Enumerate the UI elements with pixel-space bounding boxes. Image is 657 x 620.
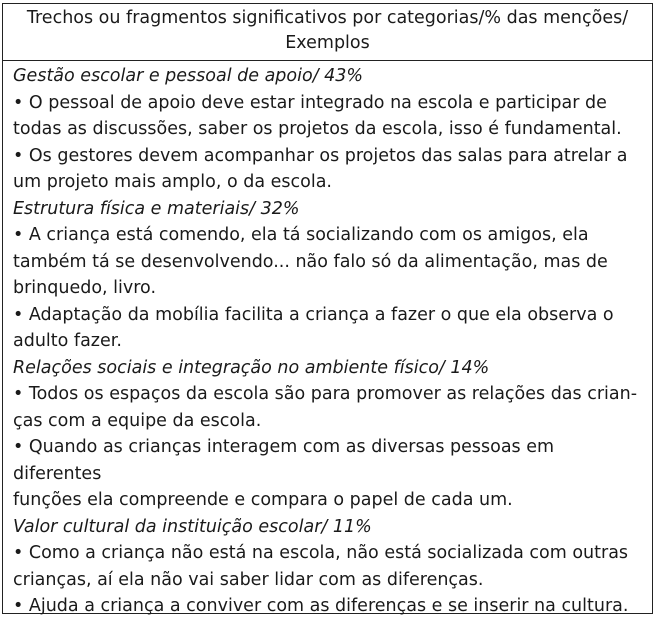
text-line: • Os gestores devem acompanhar os projetos das salas para atrelar a — [13, 145, 628, 166]
text-line: todas as discussões, saber os projetos da escola, isso é fundamental. — [13, 119, 622, 139]
header-line-1: Trechos ou fragmentos significativos por categorias/% das menções/ — [26, 8, 629, 28]
text-line: • Como a criança não está na escola, não está socializada com outras — [13, 543, 629, 563]
list-item — [13, 302, 642, 355]
list-item — [13, 90, 642, 143]
list-item — [13, 593, 642, 620]
text-line: • Quando as crianças interagem com as diversas pessoas em diferentes — [13, 437, 555, 484]
text-line: • A criança está comendo, ela tá socializando com os amigos, ela — [13, 225, 589, 245]
text-line: crianças, aí ela não vai saber lidar com as diferenças. — [13, 569, 484, 590]
list-item — [13, 143, 642, 196]
text-line: • O pessoal de apoio deve estar integrado na escola e participar de — [13, 92, 607, 113]
text-line: • Adaptação da mobília facilita a criança a fazer o que ela observa o — [13, 304, 614, 325]
list-item — [13, 222, 642, 302]
text-line: • Ajuda a criança a conviver com as diferenças e se inserir na cultura. — [13, 596, 629, 616]
text-line: funções ela compreende e compara o papel de cada um. — [13, 490, 513, 510]
text-line: • Todos os espaços da escola são para promover as relações das crian- — [13, 384, 638, 404]
text-line: ças com a equipe da escola. — [13, 410, 262, 431]
text-line: adulto fazer. — [13, 331, 122, 351]
fragments-table — [2, 3, 653, 614]
category-heading: Estrutura física e materiais/ 32% — [13, 198, 300, 219]
text-line: um projeto mais amplo, o da escola. — [13, 172, 332, 192]
header-line-2: Exemplos — [285, 33, 370, 53]
category-heading: Relações sociais e integração no ambiente físico/ 14% — [13, 357, 490, 378]
text-line: também tá se desenvolvendo... não falo só da alimentação, mas de — [13, 251, 608, 272]
list-item — [13, 381, 642, 434]
category-heading: Gestão escolar e pessoal de apoio/ 43% — [13, 66, 364, 86]
list-item — [13, 434, 642, 514]
table-header — [3, 4, 652, 61]
category-heading: Valor cultural da instituição escolar/ 11% — [13, 516, 372, 537]
list-item — [13, 540, 642, 593]
text-line: brinquedo, livro. — [13, 278, 157, 298]
table-body — [3, 61, 652, 620]
